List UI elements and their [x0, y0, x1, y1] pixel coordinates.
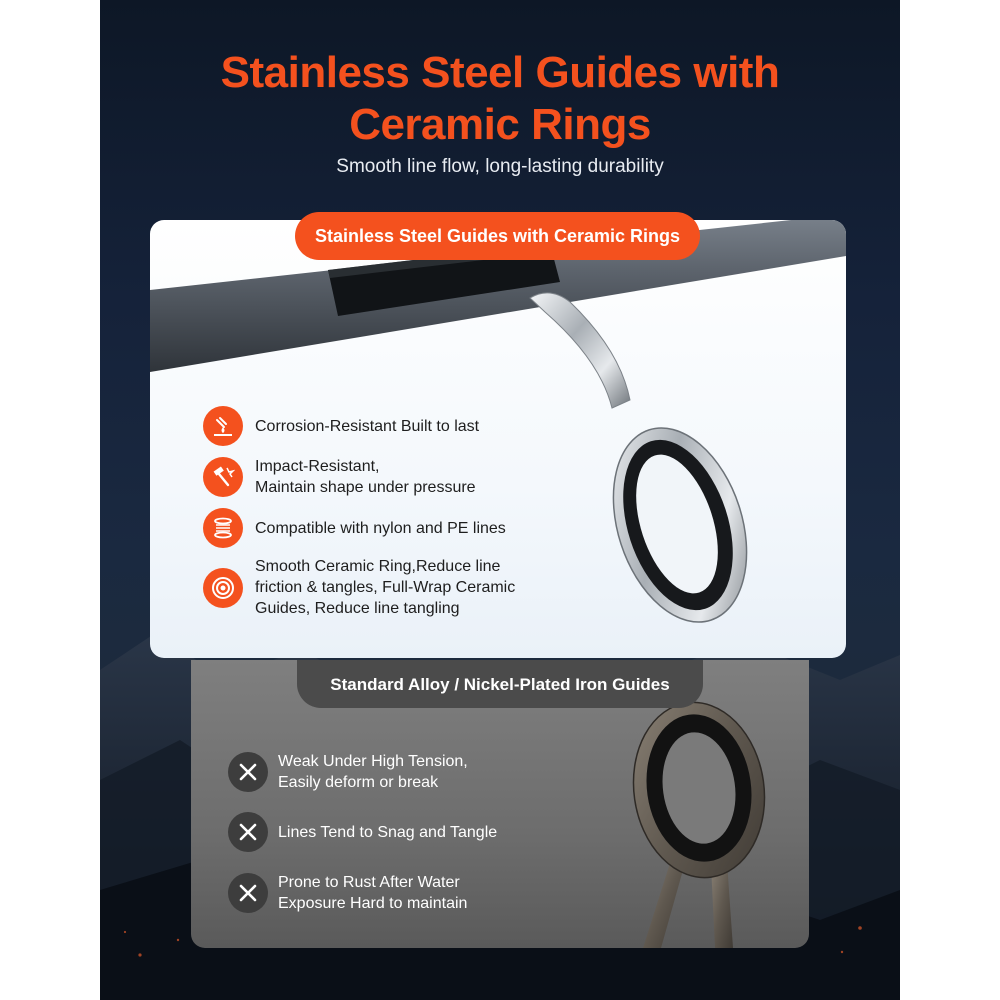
drawback-text-line: Prone to Rust After Water: [278, 874, 460, 891]
hammer-impact-icon: [203, 457, 243, 497]
feature-text-line: friction & tangles, Full-Wrap Ceramic: [255, 579, 516, 596]
feature-text-line: Maintain shape under pressure: [255, 479, 476, 496]
feature-row: [203, 556, 515, 619]
feature-text-line: Compatible with nylon and PE lines: [255, 519, 506, 537]
feature-text-line: Smooth Ceramic Ring,Reduce line: [255, 558, 501, 575]
feature-row: [203, 456, 476, 498]
stainless-badge: Stainless Steel Guides with Ceramic Rings: [295, 212, 700, 260]
subtitle: Smooth line flow, long-lasting durability: [336, 156, 664, 177]
feature-row: [203, 508, 506, 548]
x-mark-icon: [228, 812, 268, 852]
drawback-row: [228, 751, 468, 793]
headline-line-2: Ceramic Rings: [349, 100, 651, 149]
product-banner: [100, 0, 900, 1000]
line-spool-icon: [203, 508, 243, 548]
drawback-row: [228, 812, 497, 852]
water-drop-icon: [203, 406, 243, 446]
feature-text-line: Corrosion-Resistant Built to last: [255, 417, 480, 435]
drawback-text-line: Exposure Hard to maintain: [278, 895, 468, 912]
drawback-text-line: Lines Tend to Snag and Tangle: [278, 823, 498, 841]
x-mark-icon: [228, 873, 268, 913]
headline-line-1: Stainless Steel Guides with: [220, 48, 780, 97]
feature-text-line: Guides, Reduce line tangling: [255, 600, 460, 617]
alloy-badge: Standard Alloy / Nickel-Plated Iron Guides: [297, 660, 703, 708]
x-mark-icon: [228, 752, 268, 792]
feature-text-line: Impact-Resistant,: [255, 458, 380, 475]
drawback-row: [228, 872, 467, 914]
drawback-text-line: Easily deform or break: [278, 774, 439, 791]
feature-row: [203, 406, 479, 446]
drawback-text-line: Weak Under High Tension,: [278, 753, 468, 770]
ceramic-ring-icon: [203, 568, 243, 608]
